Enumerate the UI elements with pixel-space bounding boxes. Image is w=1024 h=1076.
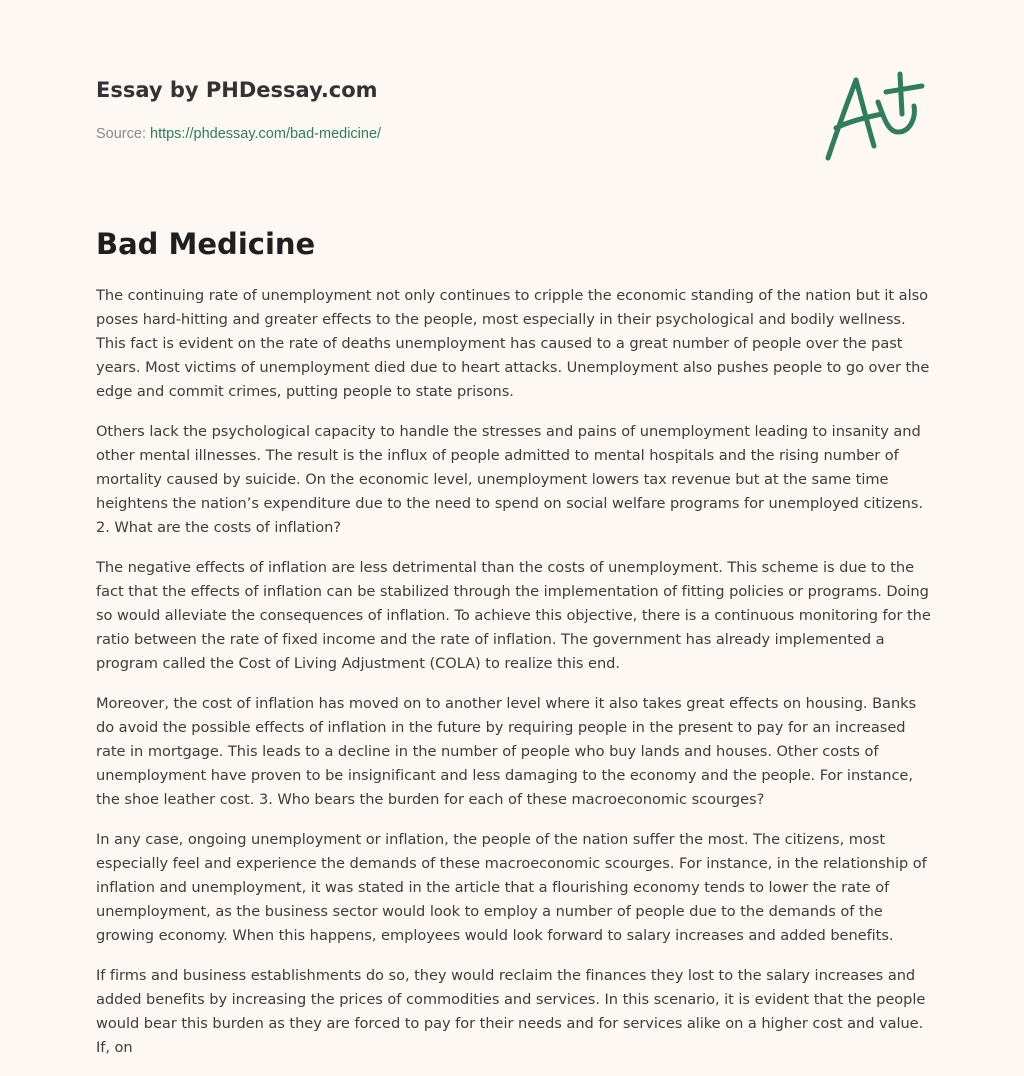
paragraph: Moreover, the cost of inflation has moved on to another level where it also takes great effects on housing. Banks do avoid the possible effects of inflation in the future by requiring people in the present to pay for an increased rate in mortgage. This leads to a decline in the number of people who buy lands and houses. Other costs of unemployment have proven to be insignificant and less damaging to the economy and the people. For instance, the shoe leather cost. 3. Who bears the burden for each of these macroeconomic scourges? (96, 695, 917, 808)
article-body (96, 284, 936, 1076)
source-link[interactable]: https://phdessay.com/bad-medicine/ (150, 126, 382, 142)
article-title: Bad Medicine (96, 227, 316, 261)
essay-header (96, 76, 656, 144)
paragraph: In any case, ongoing unemployment or inflation, the people of the nation suffer the most. The citizens, most especially feel and experience the demands of these macroeconomic scourges. For instance, in the relationship of inflation and unemployment, it was stated in the article that a flourishing economy tends to lower the rate of unemployment, as the business sector would look to employ a number of people due to the demands of the growing economy. When this happens, employees would look forward to salary increases and added benefits. (96, 831, 927, 944)
paragraph: If firms and business establishments do so, they would reclaim the finances they lost to the salary increases and added benefits by increasing the prices of commodities and services. In this scenario, it is evident that the people would bear this burden as they are forced to pay for their needs and for services alike on a higher cost and value. If, on (96, 967, 926, 1056)
brand-name: Essay by PHDessay.com (96, 78, 378, 102)
paragraph: The continuing rate of unemployment not only continues to cripple the economic standing of the nation but it also poses hard-hitting and greater effects to the people, most especially in their psychological and bodily wellness. This fact is evident on the rate of deaths unemployment has caused to a great number of people over the past years. Most victims of unemployment died due to heart attacks. Unemployment also pushes people to go over the edge and commit crimes, putting people to state prisons. (96, 287, 930, 400)
paragraph: The negative effects of inflation are less detrimental than the costs of unemployment. This scheme is due to the fact that the effects of inflation can be stabilized through the implementation of fitting policies or programs. Doing so would alleviate the consequences of inflation. To achieve this objective, there is a continuous monitoring for the ratio between the rate of fixed income and the rate of inflation. The government has already implemented a program called the Cost of Living Adjustment (COLA) to realize this end. (96, 559, 931, 672)
a-plus-logo-icon (820, 66, 928, 166)
paragraph: Others lack the psychological capacity to handle the stresses and pains of unemployment leading to insanity and other mental illnesses. The result is the influx of people admitted to mental hospitals and the rising number of mortality caused by suicide. On the economic level, unemployment lowers tax revenue but at the same time heightens the nation’s expenditure due to the need to spend on social welfare programs for unemployed citizens. 2. What are the costs of inflation? (96, 423, 923, 536)
source-label: Source: (96, 126, 150, 142)
source-line (96, 124, 656, 144)
